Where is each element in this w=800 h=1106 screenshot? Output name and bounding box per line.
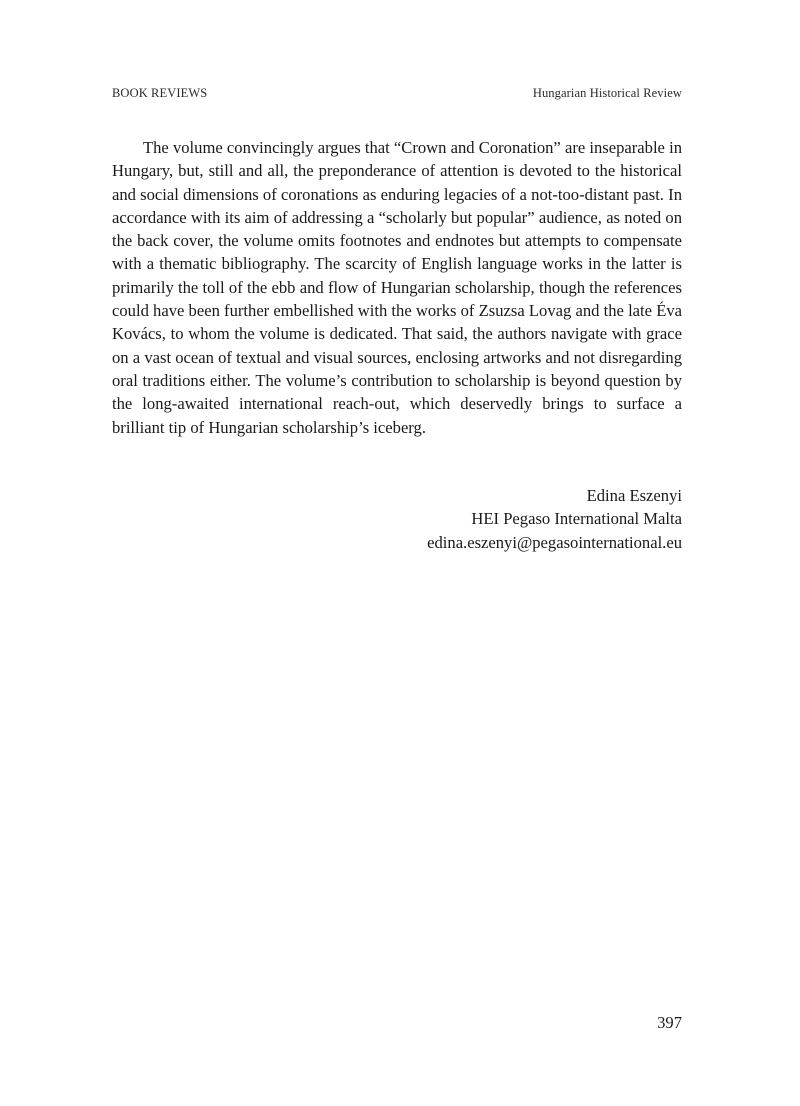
author-name: Edina Eszenyi — [586, 486, 682, 505]
page-number: 397 — [657, 1013, 682, 1032]
section-label: BOOK REVIEWS — [112, 86, 208, 100]
review-paragraph: The volume convincingly argues that “Crown and Coronation” are inseparable in Hungary, but, still and all, the preponderance of attention is devoted to the historical and social dimensions of coronations as enduring legacies of a not-too-distant past. In accordance with its aim of addressing a “scholarly but popular” audience, as noted on the back cover, the volume omits footnotes and endnotes but attempts to compensate with a thematic bibliography. The scarcity of English language works in the latter is primarily the toll of the ebb and flow of Hungarian scholarship, though the references could have been further embellished with the works of Zsuzsa Lovag and the late Éva Kovács, to whom the volume is dedicated. That said, the authors navigate with grace on a vast ocean of textual and visual sources, enclosing artworks and not disregarding oral traditions either. The volume’s contribution to scholarship is beyond question by the long-awaited international reach-out, which deservedly brings to surface a brilliant tip of Hungarian scholarship’s iceberg. — [112, 138, 682, 437]
author-affiliation: HEI Pegaso International Malta — [471, 509, 682, 529]
journal-title: Hungarian Historical Review — [532, 86, 682, 100]
author-email: edina.eszenyi@pegasointernational.eu — [427, 532, 682, 552]
running-header — [112, 86, 682, 101]
author-signature-block — [427, 484, 682, 554]
